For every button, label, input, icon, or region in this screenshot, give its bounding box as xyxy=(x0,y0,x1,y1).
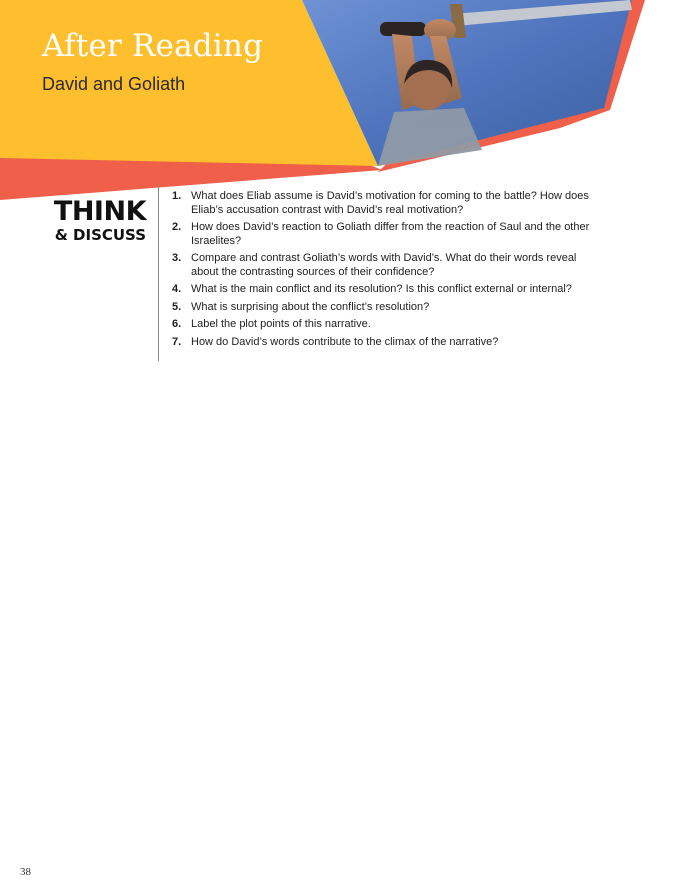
question-number: 7. xyxy=(172,335,182,348)
page-subtitle: David and Goliath xyxy=(42,74,186,94)
question-number: 4. xyxy=(172,283,182,295)
question-text: How does David’s reaction to Goliath differ from the reaction of Saul and the other Israelites? xyxy=(191,221,590,247)
question-item xyxy=(172,301,592,315)
section-heading-block xyxy=(40,198,146,244)
question-number: 6. xyxy=(172,318,182,330)
question-list xyxy=(172,190,592,353)
section-heading: THINK xyxy=(53,196,146,227)
page-title: After Reading xyxy=(42,28,264,64)
question-item xyxy=(172,283,592,297)
question-text: Compare and contrast Goliath’s words with David’s. What do their words reveal about the contrasting sources of their confidence? xyxy=(191,252,577,278)
question-item xyxy=(172,252,592,279)
vertical-divider xyxy=(158,186,159,361)
question-number: 2. xyxy=(172,221,182,233)
question-text: Label the plot points of this narrative. xyxy=(191,318,371,330)
question-number: 3. xyxy=(172,252,182,264)
question-text: What does Eliab assume is David’s motivation for coming to the battle? How does Eliab’s accusation contrast with David’s real motivation? xyxy=(191,190,589,216)
question-text: What is surprising about the conflict’s resolution? xyxy=(191,300,430,313)
question-item xyxy=(172,336,592,350)
page-number: 38 xyxy=(20,866,31,878)
question-item xyxy=(172,318,592,332)
question-text: What is the main conflict and its resolution? Is this conflict external or internal? xyxy=(191,283,572,295)
question-number: 5. xyxy=(172,300,182,313)
question-item xyxy=(172,221,592,248)
question-item xyxy=(172,190,592,217)
question-number: 1. xyxy=(172,190,182,202)
question-text: How do David’s words contribute to the climax of the narrative? xyxy=(191,335,499,348)
section-subheading: & DISCUSS xyxy=(54,226,146,244)
